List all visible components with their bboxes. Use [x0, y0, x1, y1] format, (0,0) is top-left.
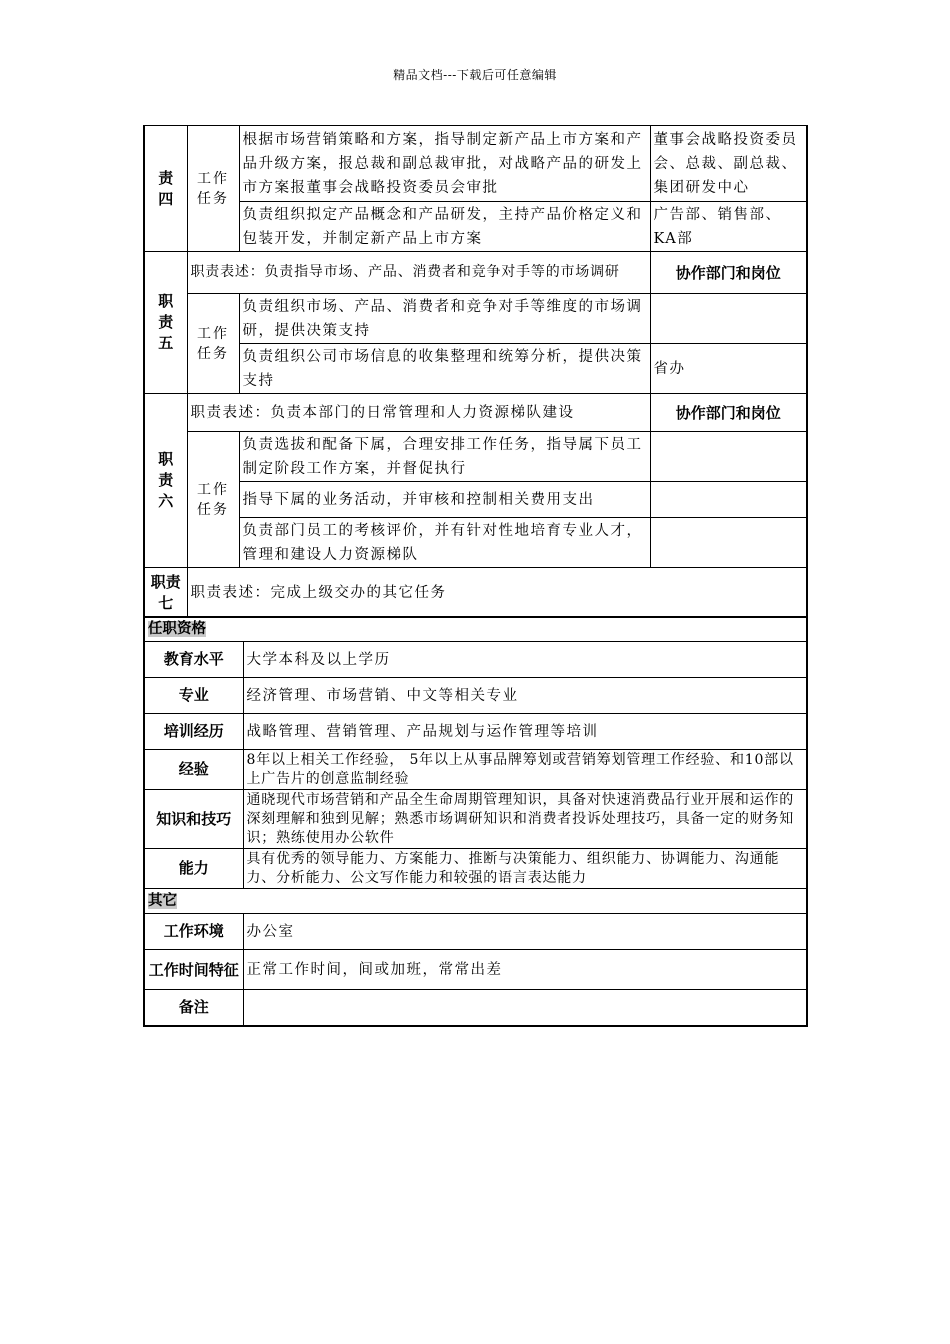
ability-label: 能力: [144, 849, 243, 889]
major-value: 经济管理、市场营销、中文等相关专业: [243, 678, 807, 714]
duty5-dept-2: 省办: [650, 344, 807, 394]
qualifications-heading: 任职资格: [148, 621, 206, 637]
duty4-task-1: 根据市场营销策略和方案，指导制定新产品上市方案和产品升级方案，报总裁和副总裁审批，对战略产品的研发上市方案报董事会战略投资委员会审批: [239, 126, 650, 202]
experience-value: 8年以上相关工作经验， 5年以上从事品牌筹划或营销筹划管理工作经验、和10部以上广告片的创意监制经验: [243, 750, 807, 790]
duty6-dept-3: [650, 518, 807, 568]
duty6-sub-label: 工作 任务: [187, 432, 239, 568]
duty4-task-2: 负责组织拟定产品概念和产品研发，主持产品价格定义和包装开发，并制定新产品上市方案: [239, 202, 650, 252]
page-header: 精品文档---下载后可任意编辑: [393, 68, 557, 82]
duty5-collab-header: 协作部门和岗位: [650, 252, 807, 294]
major-label: 专业: [144, 678, 243, 714]
duty6-task-1: 负责选拔和配备下属，合理安排工作任务，指导属下员工制定阶段工作方案，并督促执行: [239, 432, 650, 482]
duty5-description: 职责表述：负责指导市场、产品、消费者和竞争对手等的市场调研: [187, 252, 650, 294]
duty6-task-2: 指导下属的业务活动，并审核和控制相关费用支出: [239, 482, 650, 518]
qualifications-heading-row: [144, 617, 807, 642]
duty6-label: 职 责 六: [144, 394, 187, 568]
remarks-label: 备注: [144, 990, 243, 1026]
duty5-task-2: 负责组织公司市场信息的收集整理和统筹分析，提供决策支持: [239, 344, 650, 394]
other-heading-row: [144, 889, 807, 914]
experience-label: 经验: [144, 750, 243, 790]
duty7-label: 职责 七: [144, 568, 187, 618]
other-heading: 其它: [148, 893, 177, 909]
remarks-value: [243, 990, 807, 1026]
knowledge-value: 通晓现代市场营销和产品全生命周期管理知识，具备对快速消费品行业开展和运作的深刻理解和独到见解；熟悉市场调研知识和消费者投诉处理技巧，具备一定的财务知识；熟练使用办公软件: [243, 790, 807, 849]
work-time-value: 正常工作时间，间或加班，常常出差: [243, 950, 807, 990]
ability-value: 具有优秀的领导能力、方案能力、推断与决策能力、组织能力、协调能力、沟通能力、分析能力、公文写作能力和较强的语言表达能力: [243, 849, 807, 889]
duty4-dept-1: 董事会战略投资委员会、总裁、副总裁、集团研发中心: [650, 126, 807, 202]
duty7-description: 职责表述：完成上级交办的其它任务: [187, 568, 807, 618]
work-environment-label: 工作环境: [144, 914, 243, 950]
duty5-task-1: 负责组织市场、产品、消费者和竞争对手等维度的市场调研，提供决策支持: [239, 294, 650, 344]
knowledge-label: 知识和技巧: [144, 790, 243, 849]
training-value: 战略管理、营销管理、产品规划与运作管理等培训: [243, 714, 807, 750]
duty6-dept-1: [650, 432, 807, 482]
training-label: 培训经历: [144, 714, 243, 750]
duty5-sub-label: 工作 任务: [187, 294, 239, 394]
duty6-description: 职责表述：负责本部门的日常管理和人力资源梯队建设: [187, 394, 650, 432]
duty6-dept-2: [650, 482, 807, 518]
duty4-sub-label: 工作 任务: [187, 126, 239, 252]
duty5-dept-1: [650, 294, 807, 344]
duty4-label: 责 四: [144, 126, 187, 252]
duties-table: [143, 125, 808, 618]
education-value: 大学本科及以上学历: [243, 642, 807, 678]
duty4-dept-2: 广告部、销售部、KA部: [650, 202, 807, 252]
work-time-label: 工作时间特征: [144, 950, 243, 990]
work-environment-value: 办公室: [243, 914, 807, 950]
duty6-collab-header: 协作部门和岗位: [650, 394, 807, 432]
education-label: 教育水平: [144, 642, 243, 678]
qualifications-table: [143, 616, 808, 1027]
duty6-task-3: 负责部门员工的考核评价，并有针对性地培育专业人才，管理和建设人力资源梯队: [239, 518, 650, 568]
duty5-label: 职 责 五: [144, 252, 187, 394]
